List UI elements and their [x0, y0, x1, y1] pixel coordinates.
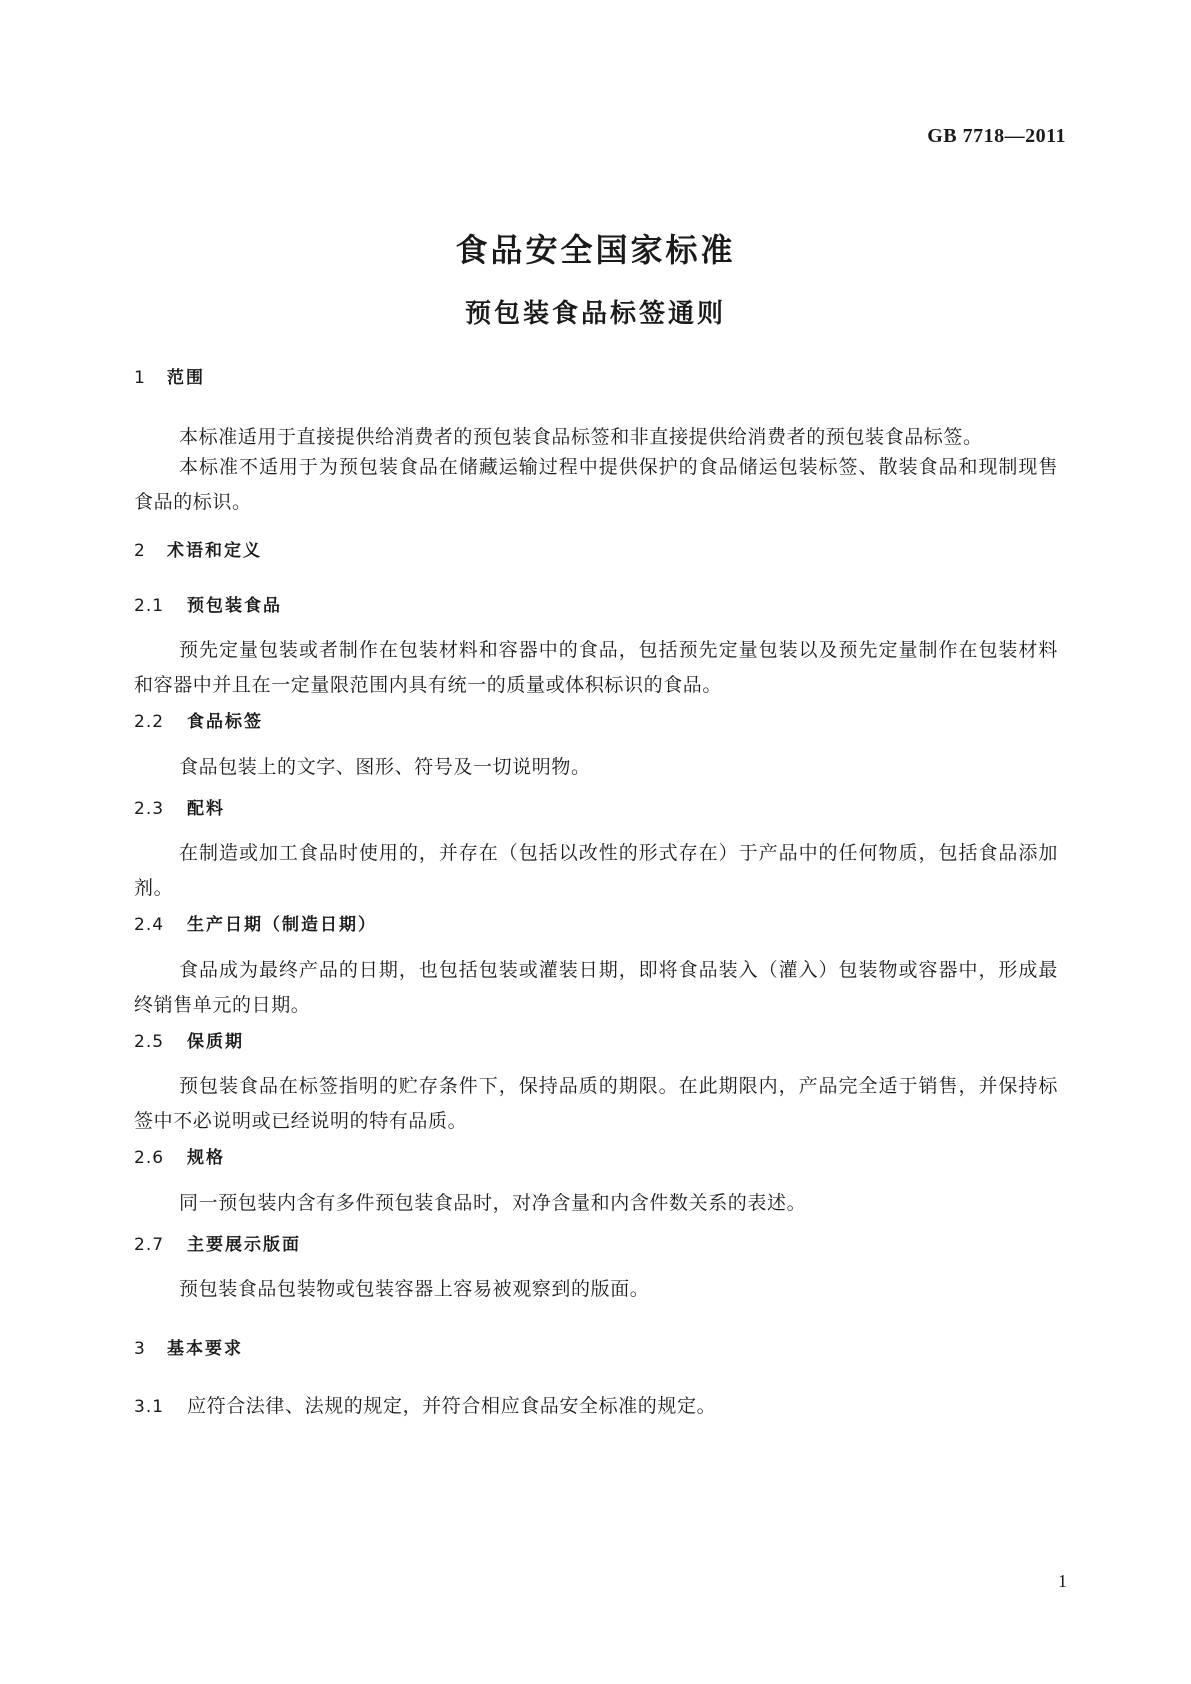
term-title: 食品标签	[187, 712, 263, 732]
term-number: 2.2	[134, 712, 165, 732]
section-title: 范围	[167, 368, 205, 388]
term-2-7-heading	[134, 1233, 301, 1257]
term-title: 生产日期（制造日期）	[187, 915, 377, 935]
scope-paragraph-2: 本标准不适用于为预包装食品在储藏运输过程中提供保护的食品储运包装标签、散装食品和现制现售食品的标识。	[134, 456, 1058, 513]
section-number: 1	[134, 368, 146, 388]
section-2-heading	[134, 539, 262, 563]
clause-number: 3.1	[134, 1397, 165, 1417]
scope-paragraph-1: 本标准适用于直接提供给消费者的预包装食品标签和非直接提供给消费者的预包装食品标签。	[179, 426, 983, 448]
term-title: 主要展示版面	[187, 1235, 301, 1255]
section-title: 术语和定义	[167, 541, 262, 561]
term-2-1-heading	[134, 594, 282, 618]
term-number: 2.5	[134, 1032, 165, 1052]
standard-code: GB 7718—2011	[927, 125, 1066, 147]
document-title: 食品安全国家标准	[455, 231, 736, 269]
page-number: 1	[1058, 1571, 1067, 1591]
section-number: 3	[134, 1339, 146, 1359]
term-2-1-definition: 预先定量包装或者制作在包装材料和容器中的食品，包括预先定量包装以及预先定量制作在包装材料和容器中并且在一定量限范围内具有统一的质量或体积标识的食品。	[134, 639, 1058, 696]
section-1-heading	[134, 366, 205, 390]
term-2-6-heading	[134, 1146, 225, 1170]
term-title: 预包装食品	[187, 596, 282, 616]
term-2-2-heading	[134, 710, 263, 734]
term-number: 2.1	[134, 596, 165, 616]
clause-3-1	[134, 1392, 716, 1421]
document-subtitle: 预包装食品标签通则	[464, 299, 726, 329]
clause-text: 应符合法律、法规的规定，并符合相应食品安全标准的规定。	[187, 1395, 717, 1417]
term-title: 配料	[187, 799, 225, 819]
term-2-6-definition: 同一预包装内含有多件预包装食品时，对净含量和内含件数关系的表述。	[179, 1192, 807, 1214]
term-2-7-definition: 预包装食品包装物或包装容器上容易被观察到的版面。	[179, 1278, 650, 1300]
section-3-heading	[134, 1337, 243, 1361]
term-title: 保质期	[187, 1032, 244, 1052]
term-2-5-definition: 预包装食品在标签指明的贮存条件下，保持品质的期限。在此期限内，产品完全适于销售，并保持标签中不必说明或已经说明的特有品质。	[134, 1075, 1058, 1132]
term-number: 2.3	[134, 799, 165, 819]
term-2-5-heading	[134, 1030, 244, 1054]
term-title: 规格	[187, 1148, 225, 1168]
term-2-2-definition: 食品包装上的文字、图形、符号及一切说明物。	[179, 756, 591, 778]
term-number: 2.6	[134, 1148, 165, 1168]
term-2-3-heading	[134, 797, 225, 821]
section-number: 2	[134, 541, 146, 561]
term-number: 2.4	[134, 915, 165, 935]
section-title: 基本要求	[167, 1339, 243, 1359]
term-2-4-definition: 食品成为最终产品的日期，也包括包装或灌装日期，即将食品装入（灌入）包装物或容器中，形成最终销售单元的日期。	[134, 959, 1058, 1016]
term-number: 2.7	[134, 1235, 165, 1255]
term-2-3-definition: 在制造或加工食品时使用的，并存在（包括以改性的形式存在）于产品中的任何物质，包括食品添加剂。	[134, 842, 1058, 899]
term-2-4-heading	[134, 913, 377, 937]
